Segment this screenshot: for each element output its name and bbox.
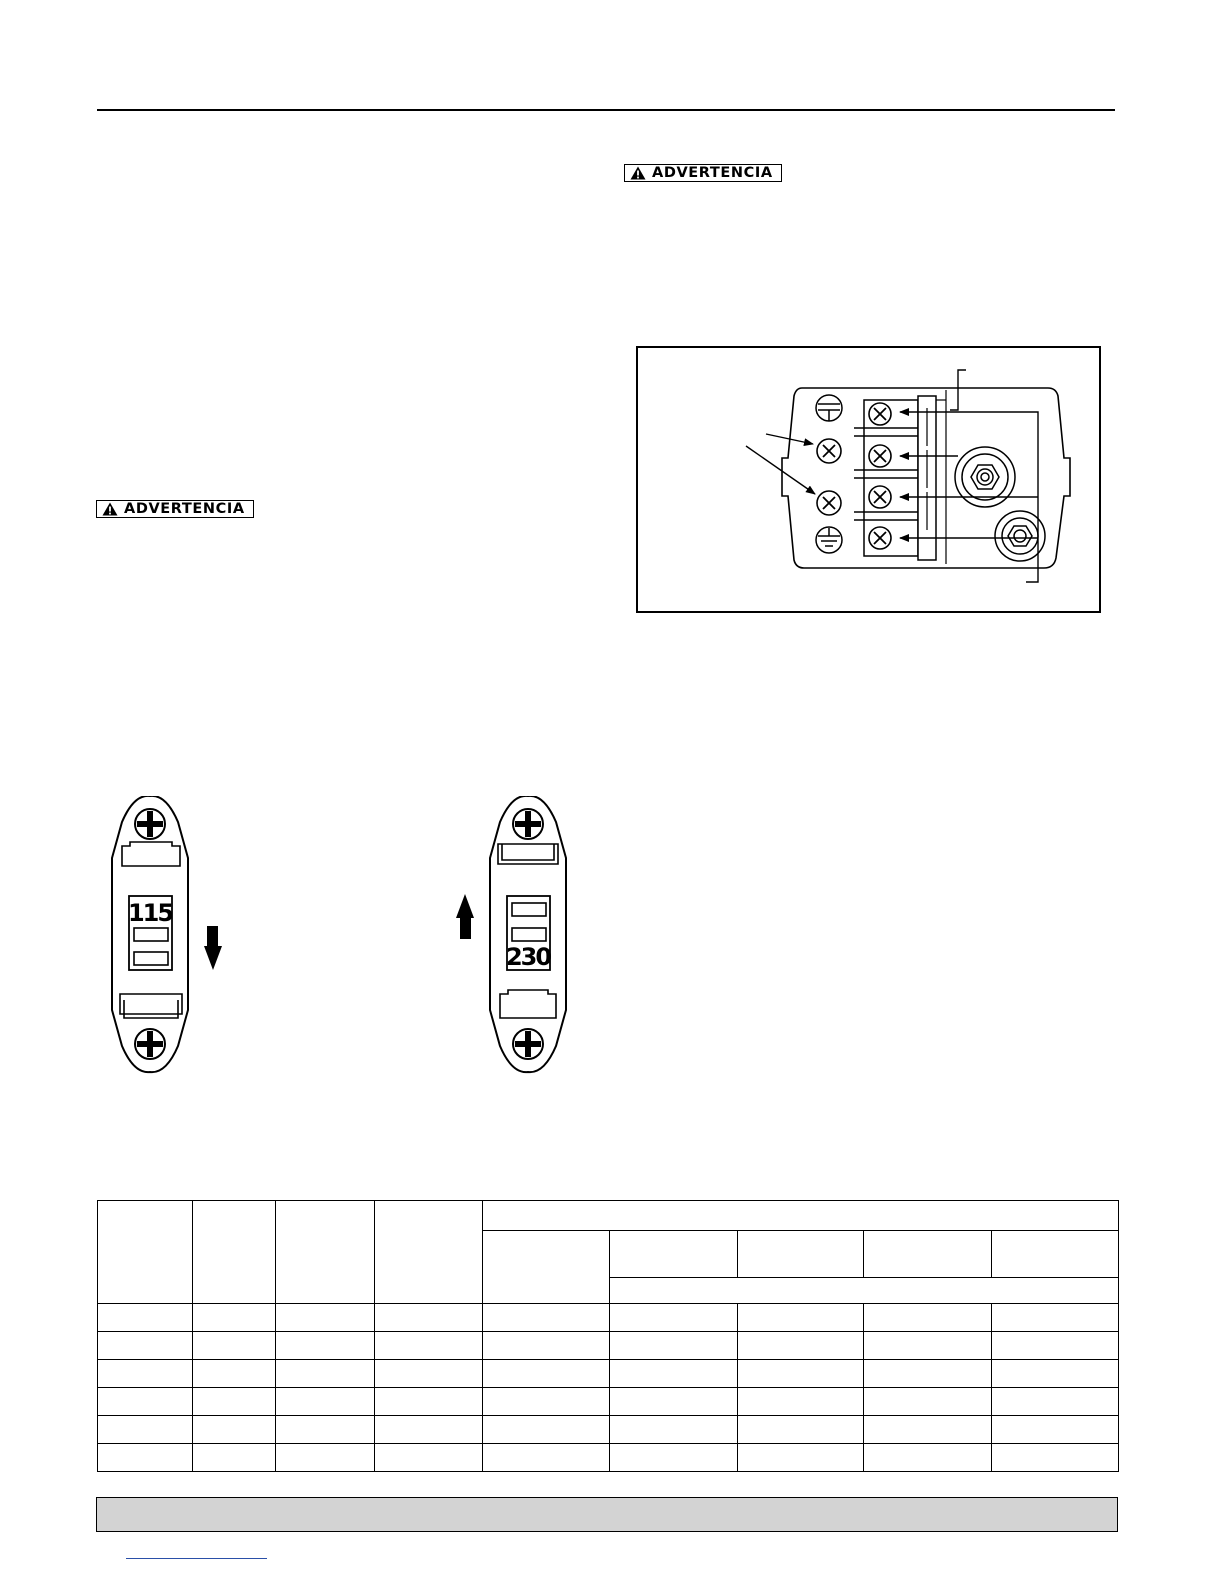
table-row bbox=[98, 1360, 1119, 1388]
table-header-cell bbox=[375, 1201, 483, 1304]
table-header-cell bbox=[193, 1201, 276, 1304]
table-header-cell bbox=[610, 1231, 738, 1278]
arrow-down-icon bbox=[204, 926, 222, 970]
table-header-cell bbox=[483, 1231, 610, 1304]
table-row bbox=[98, 1388, 1119, 1416]
voltage-switch-115 bbox=[108, 796, 238, 1076]
specification-table bbox=[97, 1200, 1119, 1472]
warning-badge-left bbox=[96, 500, 254, 518]
warning-badge-top bbox=[624, 164, 782, 182]
footer-bar bbox=[96, 1497, 1118, 1532]
table-header-cell bbox=[98, 1201, 193, 1304]
terminal-block-diagram bbox=[636, 346, 1102, 614]
table-header-cell bbox=[992, 1231, 1119, 1278]
warning-badge-top-label: ADVERTENCIA bbox=[652, 165, 773, 181]
phillips-screw-icon bbox=[135, 809, 165, 839]
table-header-cell bbox=[864, 1231, 992, 1278]
warning-triangle-icon bbox=[630, 166, 646, 180]
footer-link-underline[interactable] bbox=[126, 1558, 267, 1559]
header-rule bbox=[97, 109, 1115, 111]
voltage-switch-230 bbox=[452, 796, 582, 1076]
phillips-screw-icon bbox=[513, 809, 543, 839]
phillips-screw-icon bbox=[135, 1029, 165, 1059]
table-row bbox=[98, 1444, 1119, 1472]
arrow-up-icon bbox=[456, 894, 474, 939]
warning-triangle-icon bbox=[102, 502, 118, 516]
table-row bbox=[98, 1416, 1119, 1444]
table-row bbox=[98, 1304, 1119, 1332]
table-header-cell bbox=[610, 1278, 1119, 1304]
voltage-label-115: 115 bbox=[127, 899, 173, 927]
voltage-label-230: 230 bbox=[505, 943, 551, 971]
table-row bbox=[98, 1332, 1119, 1360]
table-header-cell bbox=[276, 1201, 375, 1304]
table-header-cell bbox=[483, 1201, 1119, 1231]
hex-nut bbox=[955, 447, 1015, 507]
table-header-cell bbox=[738, 1231, 864, 1278]
phillips-screw-icon bbox=[513, 1029, 543, 1059]
warning-badge-left-label: ADVERTENCIA bbox=[124, 501, 245, 517]
